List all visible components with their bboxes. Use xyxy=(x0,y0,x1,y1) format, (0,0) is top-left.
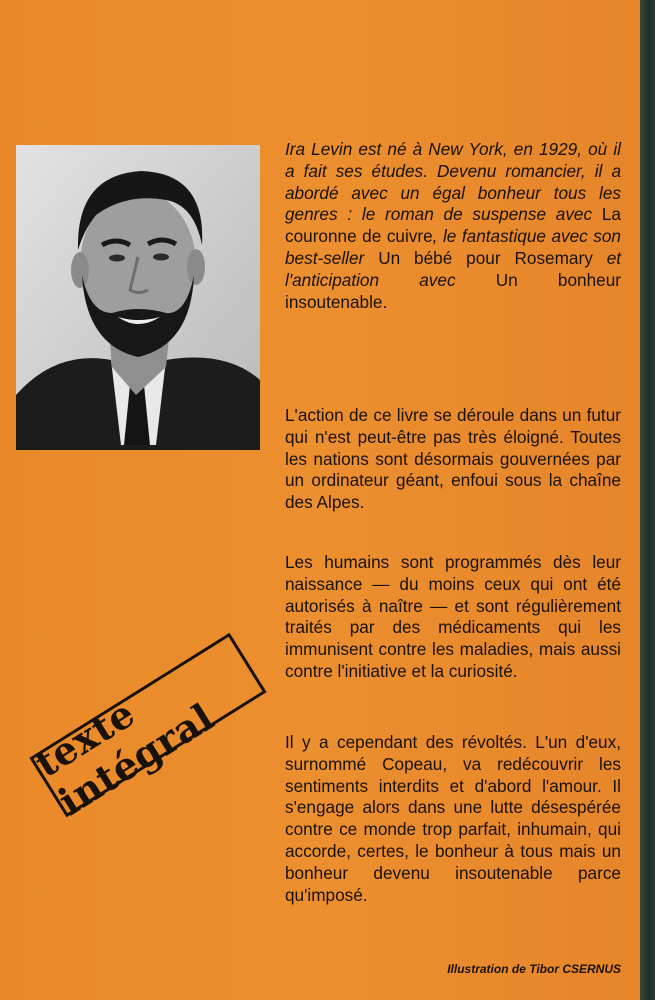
summary-paragraph-2: Les humains sont programmés dès leur naissance — du moins ceux qui ont été autorisés à naître — et sont régulièrement traités par des médicaments qui les immunisent contre les maladies, mais aussi contre l'initiative et la curiosité. xyxy=(285,552,621,681)
bio-text-4: . xyxy=(382,291,388,312)
title-bonheur: Un bonheur insoutenable xyxy=(285,269,621,312)
bio-text-3: et l'anticipation avec xyxy=(285,247,622,290)
spine-edge xyxy=(640,0,655,1000)
bio-text-1: Ira Levin est né à New York, en 1929, où il a fait ses études. Devenu romancier, il a abordé avec un égal bonheur tous les genres : le roman de suspense avec xyxy=(285,139,621,225)
author-bio xyxy=(285,139,621,313)
author-photo xyxy=(16,145,260,450)
summary-paragraph-3: Il y a cependant des révoltés. L'un d'eux, surnommé Copeau, va redécouvrir les sentiments interdits et d'abord l'amour. Il s'engage alors dans une lutte désespérée contre ce monde trop parfait, inhumain, qui accorde, certes, le bonheur à tous mais un bonheur devenu insoutenable parce qu'imposé. xyxy=(285,732,621,905)
summary-paragraph-1: L'action de ce livre se déroule dans un futur qui n'est peut-être pas très éloigné. Toutes les nations sont désormais gouvernées par un ordinateur géant, enfoui sous la chaîne des Alpes. xyxy=(285,405,621,513)
bio-text-2: , le fantastique avec son best-seller xyxy=(285,226,621,268)
illustration-credit: Illustration de Tibor CSERNUS xyxy=(447,962,621,976)
title-couronne: La couronne de cuivre xyxy=(285,204,621,247)
stamp-label: texte intégral xyxy=(26,690,222,825)
title-rosemary: Un bébé pour Rosemary xyxy=(378,247,593,268)
